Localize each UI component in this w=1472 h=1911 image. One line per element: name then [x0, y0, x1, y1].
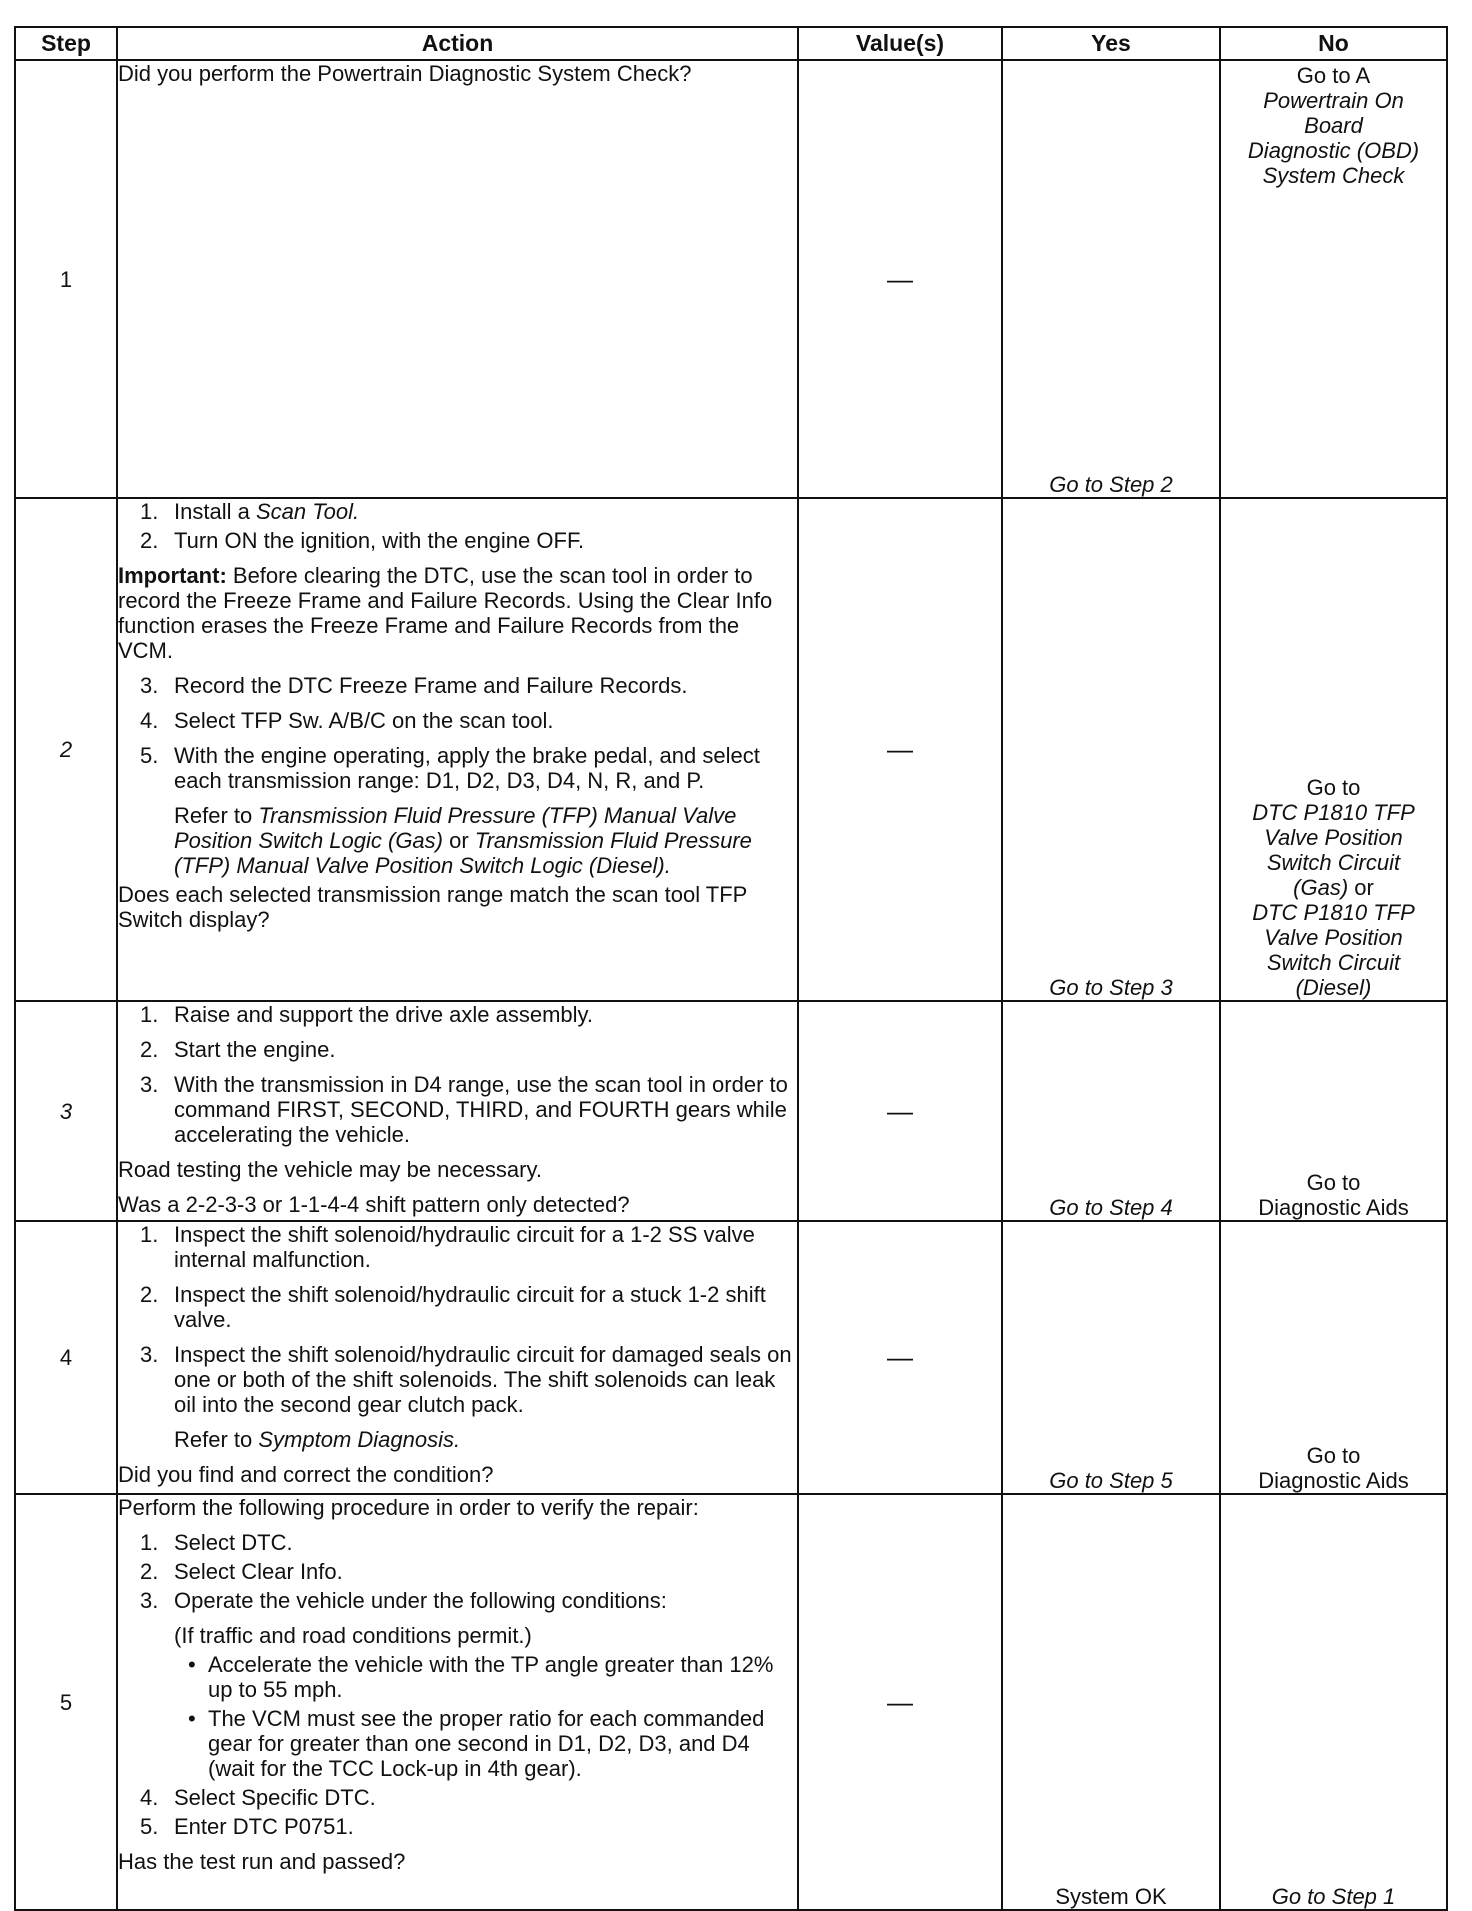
- list-item: [118, 1785, 797, 1810]
- list-number: 3.: [140, 1342, 159, 1367]
- action-cell: [117, 1001, 798, 1221]
- no-link-line: Switch Circuit: [1266, 850, 1401, 875]
- question-text: Does each selected transmission range match the scan tool TFP Switch display?: [118, 882, 747, 932]
- step-number: 1: [15, 60, 117, 498]
- list-text: With the engine operating, apply the brake pedal, and select each transmission range: D1, D2, D3, D4, N, R, and P.: [174, 743, 760, 793]
- no-link-line: System Check: [1262, 163, 1405, 188]
- value-cell: —: [798, 1494, 1002, 1910]
- list-text: Accelerate the vehicle with the TP angle greater than 12% up to 55 mph.: [208, 1652, 774, 1702]
- table-row-step-1: [15, 60, 1447, 498]
- diagnostic-aids-link[interactable]: Diagnostic Aids: [1258, 1468, 1409, 1493]
- header-yes: Yes: [1002, 27, 1220, 60]
- no-goto-text: [1221, 63, 1446, 88]
- list-item: [118, 1530, 797, 1555]
- list-item: [118, 1342, 797, 1417]
- procedure-list: [118, 1785, 797, 1839]
- step-number: 2: [15, 498, 117, 1001]
- list-number: 5.: [140, 1814, 159, 1839]
- list-number: 1.: [140, 1530, 159, 1555]
- refer-note: [118, 1427, 797, 1452]
- condition-list: [118, 1652, 797, 1781]
- list-item: [118, 1588, 797, 1613]
- action-cell: [117, 498, 798, 1001]
- list-text: Select DTC.: [174, 1530, 293, 1555]
- list-item: [118, 1222, 797, 1272]
- action-cell: [117, 1494, 798, 1910]
- list-number: 2.: [140, 528, 159, 553]
- refer-or-text: or: [443, 828, 475, 853]
- header-row: [15, 27, 1447, 60]
- list-item: [118, 708, 797, 733]
- list-text: Select TFP Sw. A/B/C on the scan tool.: [174, 708, 554, 733]
- important-note: [118, 563, 797, 663]
- tfp-diesel-link[interactable]: Transmission Fluid Pressure (TFP) Manual Valve Position Switch Logic (Diesel).: [174, 828, 752, 878]
- step-number: 5: [15, 1494, 117, 1910]
- no-link-line: Valve Position: [1264, 825, 1403, 850]
- table-row-step-3: [15, 1001, 1447, 1221]
- list-number: 4.: [140, 708, 159, 733]
- list-number: 5.: [140, 743, 159, 768]
- list-text: Operate the vehicle under the following conditions:: [174, 1588, 667, 1613]
- list-number: 3.: [140, 1072, 159, 1097]
- list-text: Inspect the shift solenoid/hydraulic circuit for a stuck 1-2 shift valve.: [174, 1282, 766, 1332]
- no-link-line: (Gas): [1293, 875, 1349, 900]
- no-link-line: Board: [1304, 113, 1363, 138]
- road-test-note: Road testing the vehicle may be necessary.: [118, 1157, 542, 1182]
- list-item: [118, 528, 797, 553]
- list-number: 1.: [140, 1222, 159, 1247]
- no-goto-label: Go to: [1306, 1443, 1361, 1468]
- list-item: [118, 1652, 797, 1702]
- yes-result: System OK: [1002, 1494, 1220, 1910]
- list-text: Record the DTC Freeze Frame and Failure Records.: [174, 673, 688, 698]
- list-text: With the transmission in D4 range, use the scan tool in order to command FIRST, SECOND, THIRD, and FOURTH gears while accelerating the vehicle.: [174, 1072, 788, 1147]
- header-values: Value(s): [798, 27, 1002, 60]
- list-number: 2.: [140, 1037, 159, 1062]
- refer-text: Refer to: [174, 803, 259, 828]
- list-number: 1.: [140, 499, 159, 524]
- header-no: No: [1220, 27, 1447, 60]
- action-cell: [117, 60, 798, 498]
- important-text: Before clearing the DTC, use the scan tool in order to record the Freeze Frame and Failure Records. Using the Clear Info function erases the Freeze Frame and Failure Records from the VCM.: [118, 563, 773, 663]
- list-item: [118, 1282, 797, 1332]
- yes-link[interactable]: Go to Step 4: [1002, 1001, 1220, 1221]
- no-link-line: Diagnostic (OBD): [1247, 138, 1420, 163]
- list-text: Install a: [174, 499, 256, 524]
- list-number: 4.: [140, 1785, 159, 1810]
- no-link[interactable]: [1221, 88, 1446, 188]
- tfp-gas-link[interactable]: Transmission Fluid Pressure (TFP) Manual Valve Position Switch Logic (Gas): [174, 803, 737, 853]
- no-link-line: (Diesel): [1295, 975, 1372, 1000]
- list-item: [118, 1072, 797, 1147]
- no-or-text: or: [1348, 875, 1374, 900]
- list-text: Inspect the shift solenoid/hydraulic circuit for a 1-2 SS valve internal malfunction.: [174, 1222, 755, 1272]
- header-step: Step: [15, 27, 117, 60]
- action-cell: [117, 1221, 798, 1494]
- list-number: 3.: [140, 673, 159, 698]
- list-text: Turn ON the ignition, with the engine OFF.: [174, 528, 585, 553]
- list-item: [118, 673, 797, 698]
- dtc-diesel-link[interactable]: [1221, 900, 1446, 1000]
- question-text: Was a 2-2-3-3 or 1-1-4-4 shift pattern only detected?: [118, 1192, 630, 1217]
- list-text: Start the engine.: [174, 1037, 336, 1062]
- no-cell: [1220, 498, 1447, 1001]
- question-text: Has the test run and passed?: [118, 1849, 406, 1874]
- table-row-step-2: [15, 498, 1447, 1001]
- list-number: 2.: [140, 1559, 159, 1584]
- yes-link[interactable]: Go to Step 3: [1002, 498, 1220, 1001]
- procedure-list: [118, 1222, 797, 1417]
- no-cell: [1220, 1221, 1447, 1494]
- list-number: 1.: [140, 1002, 159, 1027]
- list-item: [118, 1559, 797, 1584]
- list-text: Select Clear Info.: [174, 1559, 343, 1584]
- no-cell: [1220, 1001, 1447, 1221]
- no-goto-label: Go to: [1306, 1170, 1361, 1195]
- scan-tool-link[interactable]: Scan Tool.: [255, 499, 360, 524]
- no-link-line: Valve Position: [1264, 925, 1403, 950]
- list-item: [118, 499, 797, 524]
- no-link-line: DTC P1810 TFP: [1252, 900, 1415, 925]
- step-number: 3: [15, 1001, 117, 1221]
- list-item: [118, 1814, 797, 1839]
- procedure-list: [118, 673, 797, 793]
- procedure-list: [118, 499, 797, 553]
- value-cell: —: [798, 60, 1002, 498]
- procedure-list: [118, 1530, 797, 1613]
- list-text: Enter DTC P0751.: [174, 1814, 354, 1839]
- list-item: [118, 743, 797, 793]
- refer-text: Refer to: [174, 1427, 259, 1452]
- list-number: 2.: [140, 1282, 159, 1307]
- no-cell: [1220, 60, 1447, 498]
- diagnostic-table: [14, 26, 1448, 1911]
- value-cell: —: [798, 498, 1002, 1001]
- list-text: Inspect the shift solenoid/hydraulic circuit for damaged seals on one or both of the shift solenoids. The shift solenoids can leak oil into the second gear clutch pack.: [174, 1342, 792, 1417]
- procedure-list: [118, 1002, 797, 1147]
- symptom-diagnosis-link[interactable]: Symptom Diagnosis.: [258, 1427, 461, 1452]
- no-link[interactable]: Go to Step 1: [1220, 1494, 1447, 1910]
- yes-link[interactable]: Go to Step 2: [1002, 60, 1220, 498]
- list-text: The VCM must see the proper ratio for each commanded gear for greater than one second in D1, D2, D3, and D4 (wait for the TCC Lock-up in 4th gear).: [208, 1706, 765, 1781]
- no-link-line: Powertrain On: [1263, 88, 1404, 113]
- list-item: [118, 1037, 797, 1062]
- no-goto-label: Go to A: [1296, 63, 1371, 88]
- question-text: Did you perform the Powertrain Diagnostic System Check?: [118, 61, 692, 86]
- bullet-icon: •: [188, 1652, 196, 1677]
- refer-note: [118, 803, 797, 878]
- important-label: Important:: [118, 563, 227, 588]
- header-action: Action: [117, 27, 798, 60]
- list-text: Raise and support the drive axle assembly.: [174, 1002, 594, 1027]
- yes-link[interactable]: Go to Step 5: [1002, 1221, 1220, 1494]
- list-item: [118, 1706, 797, 1781]
- bullet-icon: •: [188, 1706, 196, 1731]
- no-link-line: Switch Circuit: [1266, 950, 1401, 975]
- no-link-line: DTC P1810 TFP: [1252, 800, 1415, 825]
- value-cell: —: [798, 1221, 1002, 1494]
- condition-note: (If traffic and road conditions permit.): [174, 1623, 532, 1648]
- dtc-gas-link[interactable]: [1221, 800, 1446, 900]
- list-text: Select Specific DTC.: [174, 1785, 376, 1810]
- table-row-step-4: [15, 1221, 1447, 1494]
- table-row-step-5: [15, 1494, 1447, 1910]
- procedure-intro: Perform the following procedure in order to verify the repair:: [118, 1495, 699, 1520]
- list-item: [118, 1002, 797, 1027]
- no-goto-label: Go to: [1306, 775, 1361, 800]
- diagnostic-aids-link[interactable]: Diagnostic Aids: [1258, 1195, 1409, 1220]
- question-text: Did you find and correct the condition?: [118, 1462, 494, 1487]
- step-number: 4: [15, 1221, 117, 1494]
- value-cell: —: [798, 1001, 1002, 1221]
- list-number: 3.: [140, 1588, 159, 1613]
